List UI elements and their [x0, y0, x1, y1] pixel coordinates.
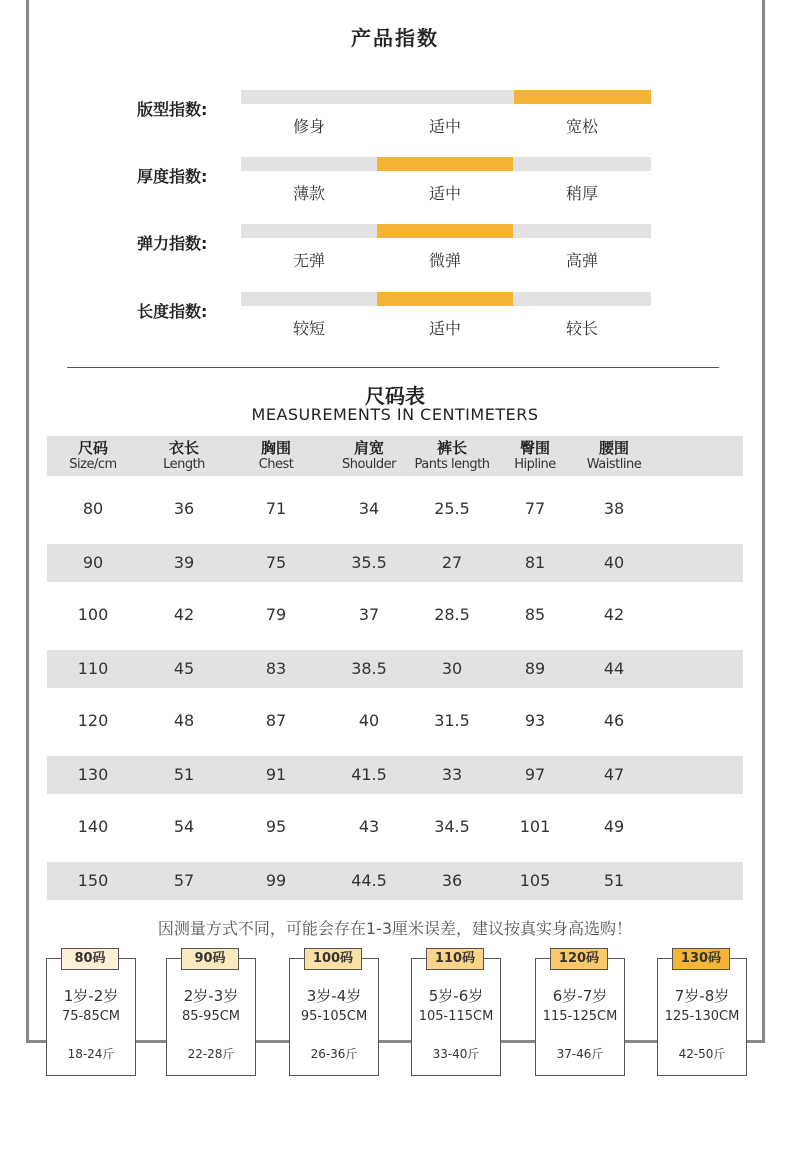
table-cell: 91: [265, 765, 287, 784]
table-cell: 46: [603, 711, 625, 730]
table-cell: 40: [603, 553, 625, 572]
size-card-height: 75-85CM: [61, 1009, 121, 1024]
index-option-label: 宽松: [565, 117, 598, 136]
size-chart-subtitle: MEASUREMENTS IN CENTIMETERS: [251, 405, 539, 424]
index-row: [0, 224, 790, 280]
index-bar-active-segment: [377, 292, 513, 306]
size-card-age: 2岁-3岁: [183, 987, 239, 1005]
index-bar-segment: [241, 90, 377, 104]
table-cell: 99: [265, 871, 287, 890]
index-bar-segment: [241, 157, 377, 171]
table-cell: 71: [265, 499, 287, 518]
index-bar: [241, 224, 651, 270]
column-header-en: Length: [163, 457, 205, 472]
size-card-tag: 120码: [550, 948, 608, 970]
index-option-label: 稍厚: [565, 184, 598, 203]
size-card-tag: 130码: [672, 948, 730, 970]
table-cell: 44.5: [351, 871, 387, 890]
table-cell: 37: [358, 605, 380, 624]
size-card-tag: 90码: [181, 948, 239, 970]
column-header-en: Chest: [258, 457, 294, 472]
table-row: [47, 756, 743, 794]
column-header: [566, 439, 662, 473]
table-cell: 36: [441, 871, 463, 890]
table-cell: 85: [524, 605, 546, 624]
size-card-age: 6岁-7岁: [552, 987, 608, 1005]
index-bar-segment: [514, 157, 651, 171]
index-option-label: 薄款: [292, 184, 325, 203]
table-cell: 47: [603, 765, 625, 784]
index-bar-segment: [241, 224, 377, 238]
column-header: [321, 439, 417, 473]
size-card-tag: 80码: [61, 948, 119, 970]
table-cell: 30: [441, 659, 463, 678]
size-card-age: 5岁-6岁: [428, 987, 484, 1005]
size-card-weight: 33-40斤: [432, 1047, 480, 1061]
table-cell: 130: [77, 765, 109, 784]
index-option-label: 高弹: [565, 251, 598, 270]
size-card: [657, 958, 747, 1076]
table-cell: 36: [173, 499, 195, 518]
table-row: [47, 476, 743, 544]
table-cell: 80: [82, 499, 104, 518]
table-cell: 38: [603, 499, 625, 518]
table-cell: 150: [77, 871, 109, 890]
table-cell: 79: [265, 605, 287, 624]
index-label: 厚度指数:: [137, 167, 208, 186]
size-card-tag: 110码: [426, 948, 484, 970]
size-card-tag: 100码: [304, 948, 362, 970]
table-cell: 57: [173, 871, 195, 890]
table-cell: 28.5: [434, 605, 470, 624]
column-header-cn: 肩宽: [353, 439, 384, 457]
size-table-body: [47, 476, 743, 900]
size-card-weight: 37-46斤: [556, 1047, 604, 1061]
table-cell: 45: [173, 659, 195, 678]
size-card-age: 7岁-8岁: [674, 987, 730, 1005]
table-cell: 31.5: [434, 711, 470, 730]
frame-bottom-border: [26, 1040, 765, 1043]
table-cell: 90: [82, 553, 104, 572]
index-bar-segment: [514, 292, 651, 306]
size-chart-title: 尺码表: [365, 384, 425, 408]
column-header-en: Hipline: [514, 457, 556, 472]
table-cell: 77: [524, 499, 546, 518]
column-header-cn: 裤长: [436, 439, 467, 457]
table-cell: 33: [441, 765, 463, 784]
index-bar-active-segment: [514, 90, 651, 104]
table-cell: 34.5: [434, 817, 470, 836]
table-cell: 97: [524, 765, 546, 784]
table-cell: 51: [603, 871, 625, 890]
index-bar: [241, 292, 651, 338]
table-cell: 49: [603, 817, 625, 836]
table-cell: 101: [519, 817, 551, 836]
table-row: [47, 582, 743, 650]
size-card-age: 1岁-2岁: [63, 987, 119, 1005]
table-cell: 27: [441, 553, 463, 572]
table-cell: 38.5: [351, 659, 387, 678]
size-card-height: 115-125CM: [542, 1009, 618, 1024]
table-cell: 40: [358, 711, 380, 730]
size-card: [411, 958, 501, 1076]
index-row: [0, 292, 790, 348]
index-option-label: 较长: [565, 319, 598, 338]
column-header-en: Pants length: [414, 457, 490, 472]
table-cell: 120: [77, 711, 109, 730]
index-row: [0, 90, 790, 146]
column-header: [136, 439, 232, 473]
size-card: [289, 958, 379, 1076]
table-cell: 100: [77, 605, 109, 624]
table-cell: 93: [524, 711, 546, 730]
column-header: [404, 439, 500, 473]
table-cell: 42: [173, 605, 195, 624]
table-cell: 83: [265, 659, 287, 678]
table-row: [47, 650, 743, 688]
table-cell: 44: [603, 659, 625, 678]
table-cell: 81: [524, 553, 546, 572]
size-table: [47, 436, 743, 900]
column-header: [228, 439, 324, 473]
size-table-header: [47, 436, 743, 476]
table-row: [47, 794, 743, 862]
size-card: [46, 958, 136, 1076]
table-cell: 105: [519, 871, 551, 890]
section-divider: [67, 367, 719, 368]
size-card: [535, 958, 625, 1076]
size-card: [166, 958, 256, 1076]
table-cell: 48: [173, 711, 195, 730]
column-header: [45, 439, 141, 473]
size-card-weight: 26-36斤: [310, 1047, 358, 1061]
table-cell: 89: [524, 659, 546, 678]
table-cell: 42: [603, 605, 625, 624]
index-option-label: 微弹: [428, 251, 461, 270]
column-header-en: Size/cm: [69, 457, 117, 472]
table-cell: 54: [173, 817, 195, 836]
index-option-label: 适中: [428, 117, 461, 136]
table-cell: 75: [265, 553, 287, 572]
table-cell: 35.5: [351, 553, 387, 572]
table-cell: 39: [173, 553, 195, 572]
table-cell: 34: [358, 499, 380, 518]
table-cell: 87: [265, 711, 287, 730]
index-label: 长度指数:: [137, 302, 208, 321]
product-index-title: 产品指数: [351, 26, 439, 50]
size-card-weight: 18-24斤: [67, 1047, 115, 1061]
index-bar-segment: [241, 292, 377, 306]
column-header-en: Shoulder: [342, 457, 396, 472]
index-option-label: 无弹: [292, 251, 325, 270]
index-bar-segment: [377, 90, 513, 104]
index-option-label: 修身: [292, 117, 325, 136]
table-cell: 95: [265, 817, 287, 836]
column-header-cn: 尺码: [77, 439, 108, 457]
column-header-en: Waistline: [586, 457, 642, 472]
index-label: 版型指数:: [137, 100, 208, 119]
index-bar-segment: [514, 224, 651, 238]
size-card-height: 95-105CM: [300, 1009, 368, 1024]
table-row: [47, 544, 743, 582]
size-card-height: 105-115CM: [418, 1009, 494, 1024]
table-cell: 51: [173, 765, 195, 784]
index-bar: [241, 90, 651, 136]
size-card-height: 85-95CM: [181, 1009, 241, 1024]
column-header-cn: 臀围: [519, 439, 550, 457]
index-bar: [241, 157, 651, 203]
table-row: [47, 862, 743, 900]
size-card-age: 3岁-4岁: [306, 987, 362, 1005]
index-bar-active-segment: [377, 157, 513, 171]
index-option-label: 适中: [428, 184, 461, 203]
table-cell: 25.5: [434, 499, 470, 518]
table-cell: 43: [358, 817, 380, 836]
index-label: 弹力指数:: [137, 234, 208, 253]
column-header-cn: 胸围: [260, 439, 291, 457]
table-cell: 110: [77, 659, 109, 678]
index-row: [0, 157, 790, 213]
measurement-note: 因测量方式不同，可能会存在1-3厘米误差，建议按真实身高选购！: [157, 919, 633, 938]
size-card-weight: 22-28斤: [187, 1047, 235, 1061]
table-cell: 41.5: [351, 765, 387, 784]
column-header-cn: 腰围: [598, 439, 629, 457]
table-cell: 140: [77, 817, 109, 836]
index-bar-active-segment: [377, 224, 513, 238]
table-row: [47, 688, 743, 756]
index-option-label: 较短: [292, 319, 325, 338]
index-option-label: 适中: [428, 319, 461, 338]
size-card-weight: 42-50斤: [678, 1047, 726, 1061]
column-header-cn: 衣长: [168, 439, 199, 457]
size-card-height: 125-130CM: [664, 1009, 740, 1024]
